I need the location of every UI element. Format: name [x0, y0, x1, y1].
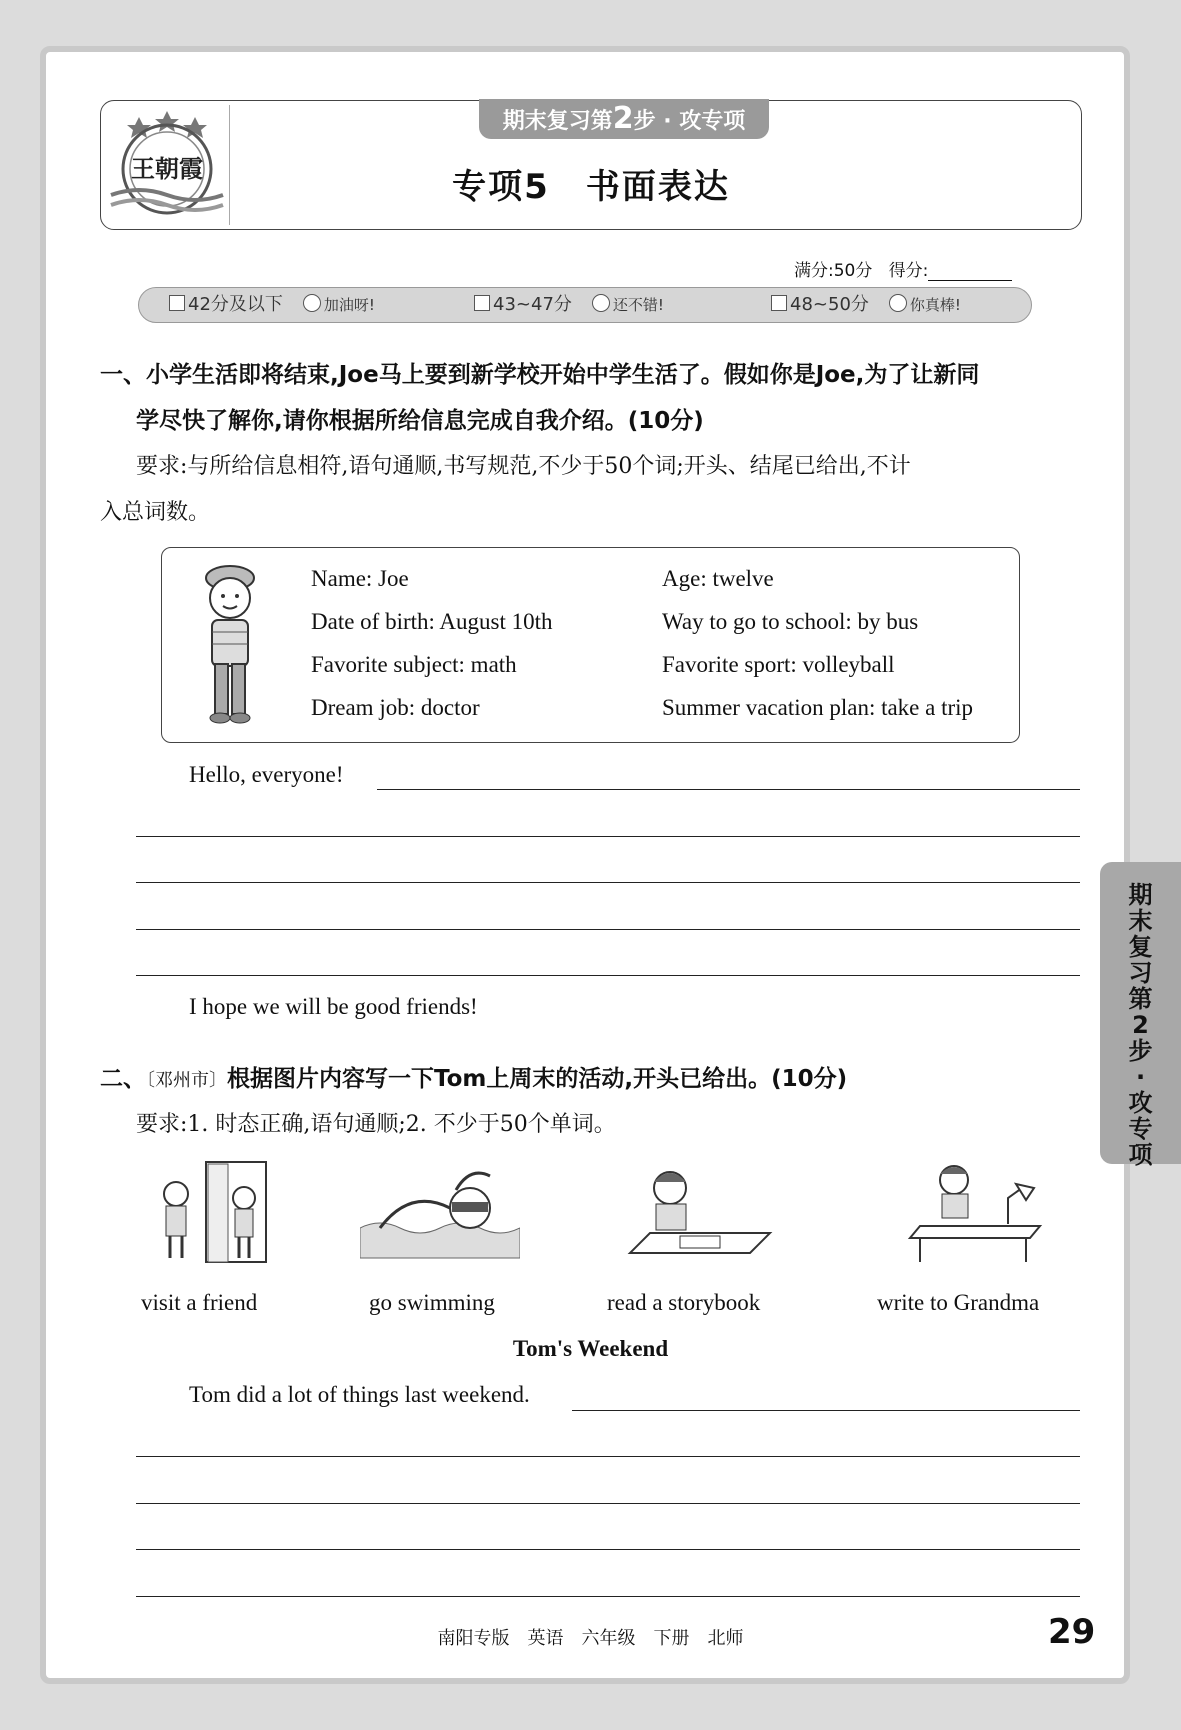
rating-item-low: 42分及以下 加油呀! — [169, 288, 375, 322]
step-tab: 期末复习第2步 · 攻专项 — [479, 99, 769, 139]
checkbox[interactable] — [474, 295, 490, 311]
footer-info: 南阳专版 英语 六年级 下册 北师 — [437, 1628, 744, 1649]
q1-heading-cont: 学尽快了解你,请你根据所给信息完成自我介绍。(10分) — [136, 408, 704, 434]
q1-heading: 一、小学生活即将结束,Joe马上要到新学校开始中学生活了。假如你是Joe,为了让新同 — [100, 362, 980, 388]
answer-line[interactable] — [136, 1549, 1080, 1550]
face-icon — [303, 294, 321, 312]
svg-text:王朝霞: 王朝霞 — [131, 154, 203, 183]
region-tag: 〔邓州市〕 — [146, 1070, 227, 1091]
q1-opening: Hello, everyone! — [189, 762, 344, 787]
q1-requirement-cont: 入总词数。 — [100, 500, 211, 525]
q1-requirement: 要求:与所给信息相符,语句通顺,书写规范,不少于50个词;开头、结尾已给出,不计 — [136, 454, 911, 479]
answer-line[interactable] — [136, 836, 1080, 837]
visit-friend-picture — [136, 1158, 296, 1268]
info-age: Age: twelve — [662, 566, 774, 591]
swimming-picture — [360, 1158, 520, 1268]
score-line — [794, 256, 1012, 281]
answer-line[interactable] — [136, 1596, 1080, 1597]
rating-bar — [138, 287, 1032, 323]
answer-line[interactable] — [572, 1410, 1080, 1411]
info-card — [161, 547, 1020, 743]
answer-line[interactable] — [136, 882, 1080, 883]
q2-requirement: 要求:1. 时态正确,语句通顺;2. 不少于50个单词。 — [136, 1112, 616, 1137]
face-icon — [889, 294, 907, 312]
info-sport: Favorite sport: volleyball — [662, 652, 895, 677]
answer-line[interactable] — [136, 1456, 1080, 1457]
checkbox[interactable] — [169, 295, 185, 311]
q2-opening: Tom did a lot of things last weekend. — [189, 1382, 530, 1407]
picture-label: go swimming — [369, 1290, 495, 1315]
essay-title: Tom's Weekend — [512, 1336, 669, 1361]
rating-item-mid: 43~47分 还不错! — [474, 288, 664, 322]
side-tab-label: 期 末 复 习 第 2 步 · 攻 专 项 — [1128, 881, 1153, 1169]
section-title: 专项5 书面表达 — [452, 167, 730, 207]
picture-label: read a storybook — [607, 1290, 761, 1315]
info-birth: Date of birth: August 10th — [311, 609, 553, 634]
info-dream-job: Dream job: doctor — [311, 695, 480, 720]
q2-heading: 二、〔邓州市〕根据图片内容写一下Tom上周末的活动,开头已给出。(10分) — [100, 1066, 848, 1092]
writing-picture — [890, 1158, 1050, 1268]
face-icon — [592, 294, 610, 312]
answer-line[interactable] — [136, 1503, 1080, 1504]
info-subject: Favorite subject: math — [311, 652, 517, 677]
q1-closing: I hope we will be good friends! — [189, 994, 478, 1019]
answer-line[interactable] — [136, 929, 1080, 930]
info-vacation-plan: Summer vacation plan: take a trip — [662, 695, 974, 720]
page-header — [100, 100, 1082, 230]
picture-label: visit a friend — [141, 1290, 258, 1315]
full-marks: 满分:50分 — [794, 261, 873, 281]
score-blank[interactable] — [928, 262, 1012, 281]
picture-label: write to Grandma — [877, 1290, 1040, 1315]
answer-line[interactable] — [136, 975, 1080, 976]
page-number: 29 — [1048, 1612, 1096, 1652]
info-way-to-school: Way to go to school: by bus — [662, 609, 919, 634]
rating-item-high: 48~50分 你真棒! — [771, 288, 961, 322]
info-name: Name: Joe — [311, 566, 409, 591]
reading-picture — [620, 1158, 780, 1268]
boy-illustration — [190, 558, 270, 730]
checkbox[interactable] — [771, 295, 787, 311]
side-tab — [1100, 862, 1181, 1169]
answer-line[interactable] — [377, 789, 1080, 790]
score-label: 得分: — [888, 261, 929, 281]
